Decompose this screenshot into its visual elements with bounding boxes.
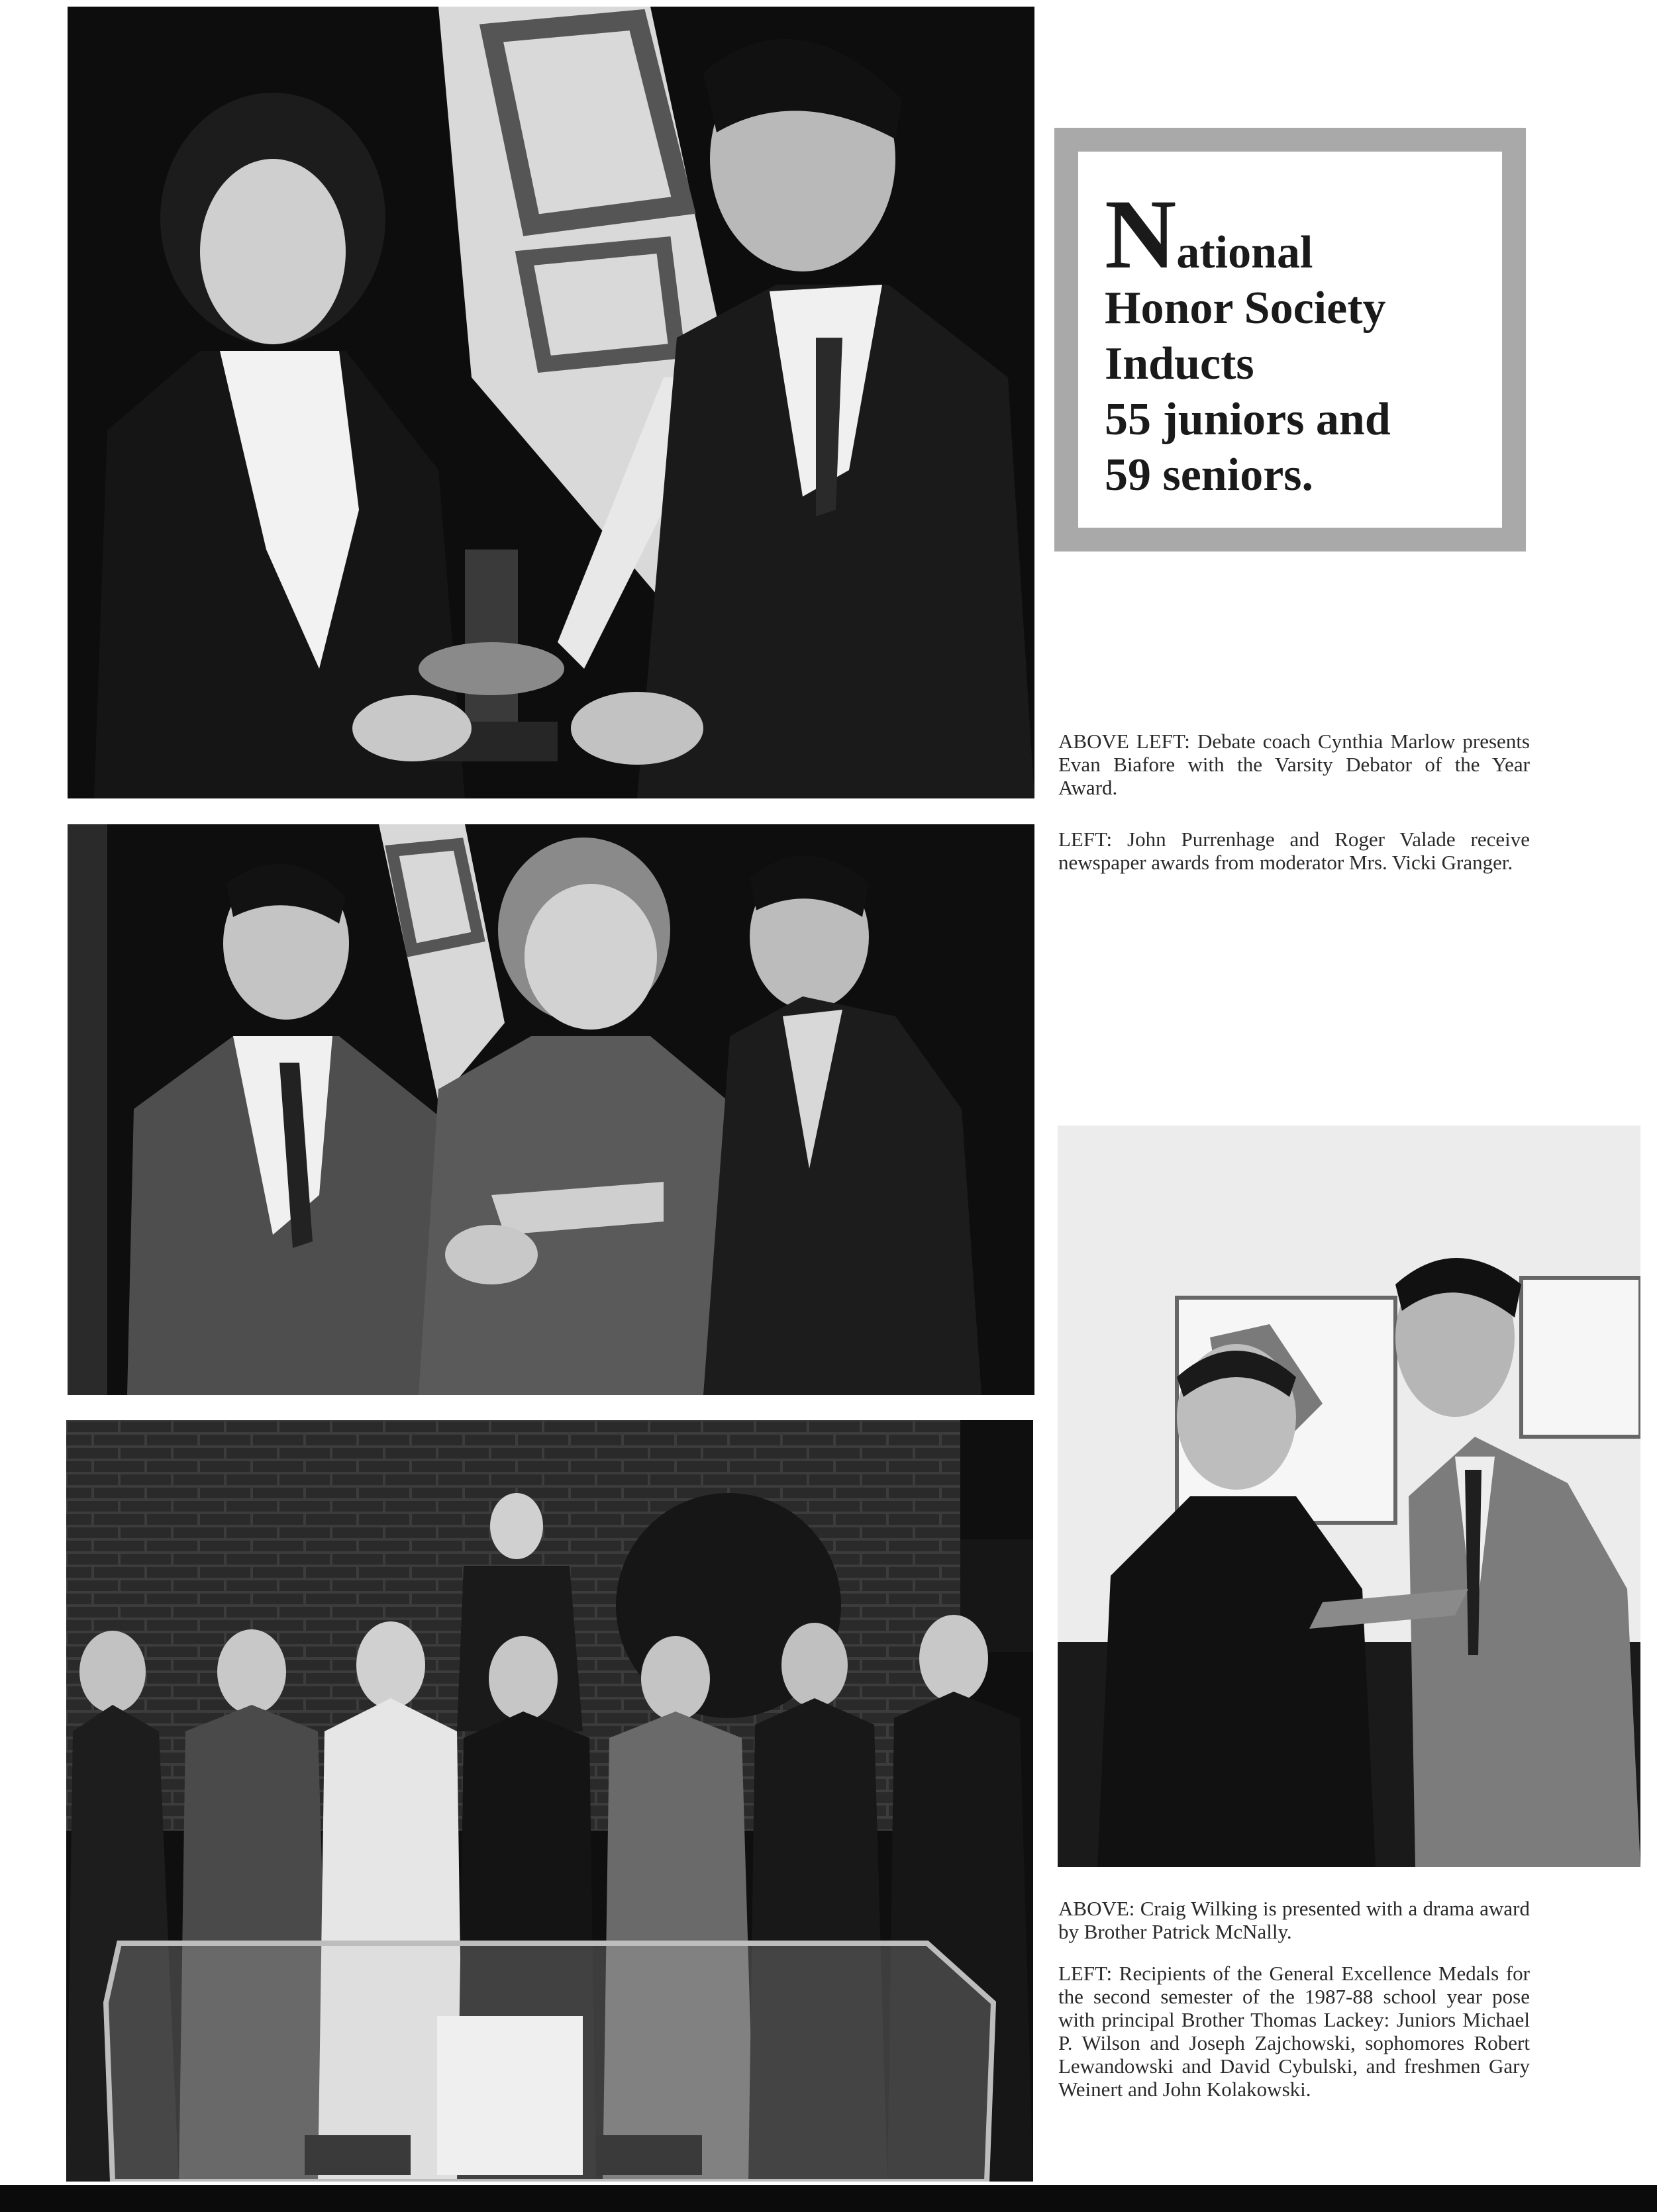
- headline-dropcap: N: [1105, 179, 1177, 289]
- caption-excellence-medals: LEFT: Recipients of the General Excellence Medals for the second semester of the 1987-88 school year pose with principal Brother Thomas Lackey: Juniors Michael P. Wilson and Joseph Zajchowski, sophomores Robert Lewandowski and David Cybulski, and freshmen Gary Weinert and John Kolakowski.: [1058, 1962, 1530, 2101]
- caption-debate-award: ABOVE LEFT: Debate coach Cynthia Marlow presents Evan Biafore with the Varsity Debator of the Year Award.: [1058, 730, 1530, 799]
- newspaper-award-photo: [68, 824, 1034, 1395]
- headline-frame: [1054, 128, 1526, 552]
- page-bottom-edge: [0, 2185, 1657, 2212]
- headline-panel: [1078, 152, 1502, 528]
- caption-drama-award: ABOVE: Craig Wilking is presented with a drama award by Brother Patrick McNally.: [1058, 1897, 1530, 1943]
- page-margin: [0, 0, 12, 2212]
- drama-award-photo: [1058, 1126, 1640, 1867]
- headline: [1105, 179, 1391, 503]
- medal-recipients-photo: [66, 1420, 1033, 2182]
- debate-award-photo: [68, 7, 1034, 798]
- headline-line-2: Honor Society: [1105, 283, 1386, 334]
- headline-line-5: 59 seniors.: [1105, 450, 1313, 501]
- headline-line-4: 55 juniors and: [1105, 394, 1391, 445]
- headline-line-1-rest: ational: [1176, 227, 1313, 278]
- caption-newspaper-awards: LEFT: John Purrenhage and Roger Valade receive newspaper awards from moderator Mrs. Vicki Granger.: [1058, 828, 1530, 874]
- headline-line-3: Inducts: [1105, 338, 1254, 389]
- headline-line-1: [1105, 179, 1391, 289]
